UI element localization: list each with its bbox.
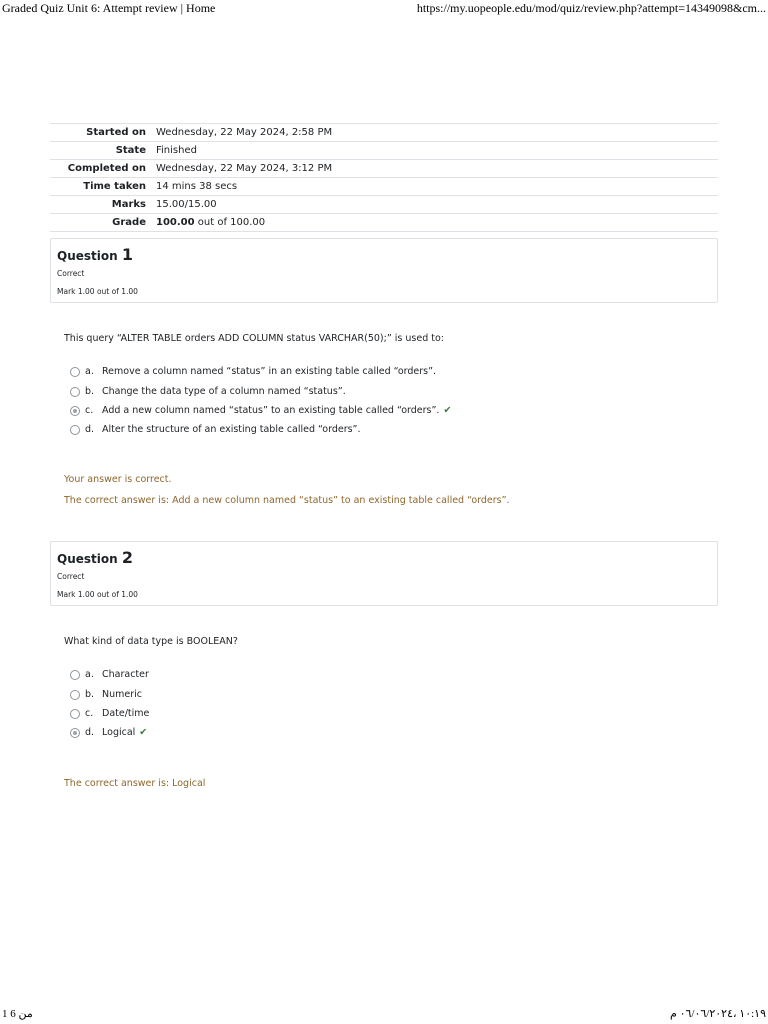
- radio-icon[interactable]: [70, 425, 80, 435]
- grade-value: 100.00: [156, 217, 195, 228]
- answer-letter: d.: [85, 727, 95, 738]
- answer-text: [102, 727, 147, 738]
- question-grade: Mark 1.00 out of 1.00: [57, 287, 138, 296]
- print-footer: [0, 1006, 768, 1024]
- question-1-info: [50, 238, 718, 303]
- question-number: [57, 245, 133, 264]
- answer-letter: b.: [85, 689, 95, 700]
- summary-row: [50, 178, 718, 196]
- page-counter: 1 من 6: [2, 1008, 33, 1020]
- summary-value: Wednesday, 22 May 2024, 2:58 PM: [156, 127, 333, 138]
- radio-icon[interactable]: [70, 690, 80, 700]
- summary-label: State: [115, 145, 146, 156]
- check-icon: ✔: [139, 727, 148, 738]
- answer-letter: a.: [85, 366, 94, 377]
- question-label: Question: [57, 552, 118, 566]
- question-label: Question: [57, 249, 118, 263]
- summary-row: [50, 124, 718, 142]
- summary-row: [50, 196, 718, 214]
- answer-text: Date/time: [102, 708, 150, 719]
- answer-text: Change the data type of a column named “status”.: [102, 386, 346, 397]
- question-1-text: This query “ALTER TABLE orders ADD COLUMN status VARCHAR(50);” is used to:: [64, 333, 444, 344]
- summary-label: Started on: [86, 127, 146, 138]
- answer-text-value: Add a new column named “status” to an existing table called “orders”.: [102, 405, 440, 416]
- radio-icon[interactable]: [70, 367, 80, 377]
- summary-value: [151, 214, 718, 232]
- print-page-title: Graded Quiz Unit 6: Attempt review | Home: [2, 1, 216, 15]
- answer-text: Character: [102, 669, 149, 680]
- question-number-value: 2: [121, 548, 133, 567]
- question-2-info: [50, 541, 718, 606]
- answer-text: [102, 405, 451, 416]
- print-header: [0, 0, 768, 18]
- answer-letter: d.: [85, 424, 95, 435]
- answer-text: Remove a column named “status” in an existing table called “orders”.: [102, 366, 437, 377]
- question-state: Correct: [57, 269, 85, 278]
- radio-icon[interactable]: [70, 670, 80, 680]
- question-number-value: 1: [121, 245, 133, 264]
- radio-icon[interactable]: [70, 387, 80, 397]
- right-answer: The correct answer is: Add a new column named “status” to an existing table called “orders”.: [64, 495, 510, 506]
- summary-row: [50, 214, 718, 232]
- question-number: [57, 548, 133, 567]
- question-2-text: What kind of data type is BOOLEAN?: [64, 636, 238, 647]
- answer-letter: c.: [85, 405, 94, 416]
- radio-selected-icon[interactable]: [70, 728, 80, 738]
- answer-text-value: Logical: [102, 727, 136, 738]
- summary-value: Finished: [156, 145, 197, 156]
- summary-row: [50, 142, 718, 160]
- summary-value: Wednesday, 22 May 2024, 3:12 PM: [156, 163, 333, 174]
- radio-icon[interactable]: [70, 709, 80, 719]
- question-grade: Mark 1.00 out of 1.00: [57, 590, 138, 599]
- attempt-summary-table: [50, 123, 718, 232]
- check-icon: ✔: [443, 405, 452, 416]
- summary-value: 14 mins 38 secs: [156, 181, 238, 192]
- print-page-url: https://my.uopeople.edu/mod/quiz/review.php?attempt=14349098&cm...: [416, 1, 766, 15]
- summary-label: Time taken: [83, 181, 146, 192]
- summary-label: Marks: [111, 199, 146, 210]
- grade-out-of: out of 100.00: [194, 217, 266, 228]
- print-datetime: ١٠:١٩ ،٠٦/٠٦/٢٠٢٤ م: [670, 1008, 766, 1020]
- answer-text: Alter the structure of an existing table called “orders”.: [102, 424, 361, 435]
- summary-label: Completed on: [67, 163, 146, 174]
- specific-feedback: Your answer is correct.: [64, 474, 172, 485]
- summary-row: [50, 160, 718, 178]
- summary-value: 15.00/15.00: [156, 199, 217, 210]
- answer-letter: a.: [85, 669, 94, 680]
- answer-letter: b.: [85, 386, 95, 397]
- answer-letter: c.: [85, 708, 94, 719]
- question-state: Correct: [57, 572, 85, 581]
- summary-label: Grade: [112, 217, 146, 228]
- radio-selected-icon[interactable]: [70, 406, 80, 416]
- right-answer: The correct answer is: Logical: [64, 778, 206, 789]
- answer-text: Numeric: [102, 689, 142, 700]
